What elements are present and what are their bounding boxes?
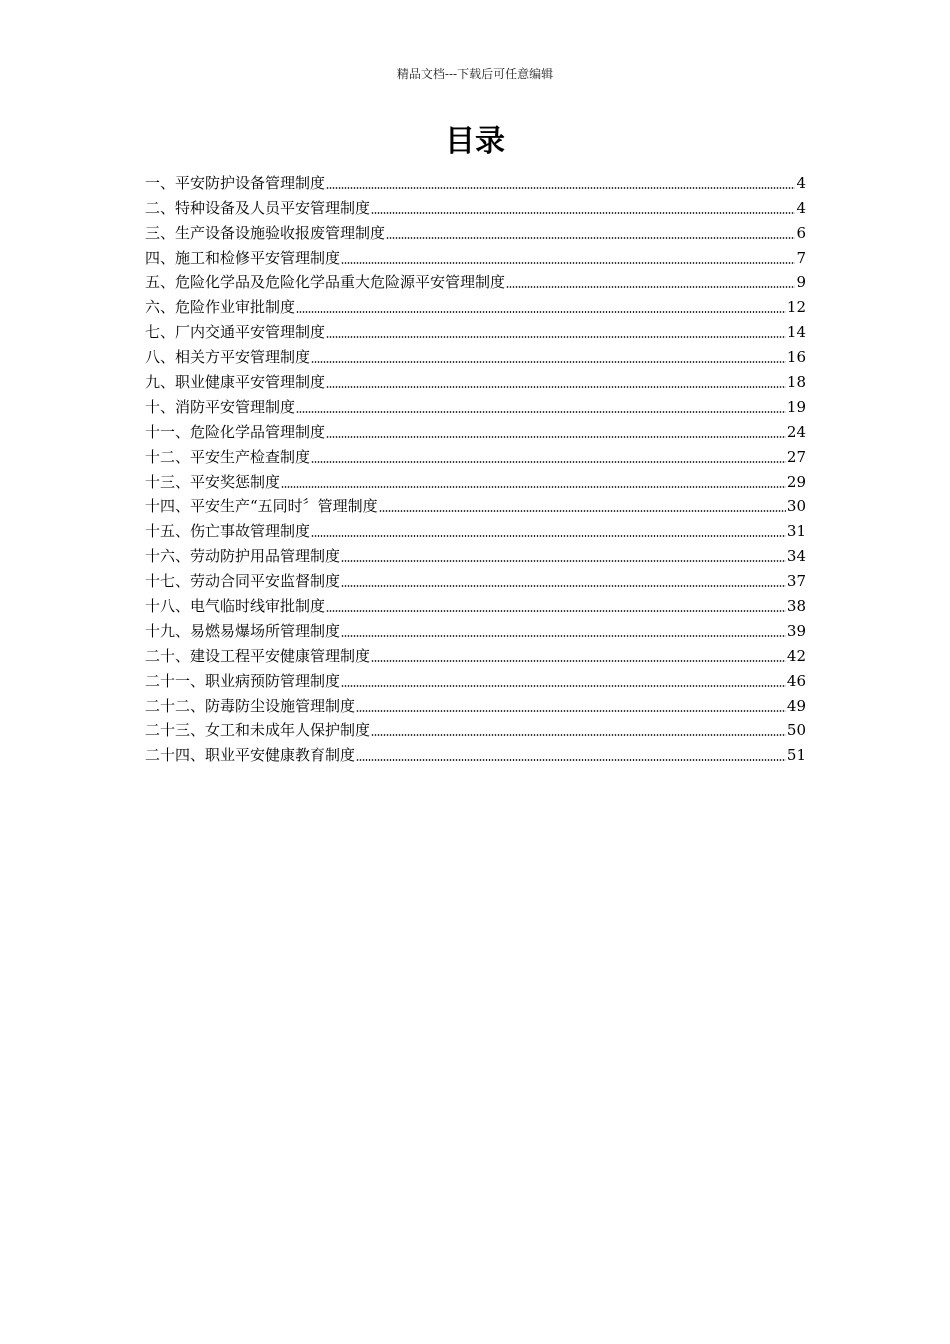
toc-entry-label: 三、生产设备设施验收报废管理制度 xyxy=(145,223,386,242)
toc-entry[interactable] xyxy=(145,541,806,566)
toc-entry-page-number: 27 xyxy=(786,447,806,466)
toc-entry-label: 四、施工和检修平安管理制度 xyxy=(145,248,341,267)
toc-entry-page-number: 16 xyxy=(786,348,806,367)
toc-entry-label: 八、相关方平安管理制度 xyxy=(145,348,311,367)
toc-dot-leader xyxy=(341,262,795,264)
toc-entry-page-number: 38 xyxy=(786,597,806,616)
toc-entry-page-number: 19 xyxy=(786,397,806,416)
toc-entry[interactable] xyxy=(145,168,806,193)
toc-entry-label: 十二、平安生产检查制度 xyxy=(145,447,311,466)
toc-entry-page-number: 49 xyxy=(786,696,806,715)
toc-dot-leader xyxy=(341,585,786,587)
toc-dot-leader xyxy=(326,436,786,438)
toc-dot-leader xyxy=(356,759,786,761)
toc-entry-label: 五、危险化学品及危险化学品重大危险源平安管理制度 xyxy=(145,273,506,292)
toc-dot-leader xyxy=(371,212,795,214)
toc-entry[interactable] xyxy=(145,442,806,467)
toc-entry-page-number: 4 xyxy=(796,198,806,217)
toc-entry[interactable] xyxy=(145,292,806,317)
toc-dot-leader xyxy=(379,510,786,512)
toc-entry-page-number: 7 xyxy=(796,248,806,267)
toc-entry[interactable] xyxy=(145,367,806,392)
toc-entry-label: 一、平安防护设备管理制度 xyxy=(145,173,326,192)
page-title: 目录 xyxy=(445,124,505,159)
toc-dot-leader xyxy=(371,660,786,662)
toc-entry-label: 二、特种设备及人员平安管理制度 xyxy=(145,198,371,217)
toc-entry[interactable] xyxy=(145,591,806,616)
toc-entry[interactable] xyxy=(145,467,806,492)
toc-dot-leader xyxy=(326,336,786,338)
toc-entry[interactable] xyxy=(145,392,806,417)
toc-dot-leader xyxy=(341,560,786,562)
toc-entry-page-number: 39 xyxy=(786,621,806,640)
toc-entry[interactable] xyxy=(145,516,806,541)
toc-dot-leader xyxy=(326,610,786,612)
toc-entry-page-number: 50 xyxy=(786,721,806,740)
toc-entry-page-number: 31 xyxy=(786,522,806,541)
toc-entry-label: 十八、电气临时线审批制度 xyxy=(145,597,326,616)
toc-entry-label: 十四、平安生产“五同时〞管理制度 xyxy=(145,497,378,516)
toc-entry-label: 十、消防平安管理制度 xyxy=(145,397,296,416)
toc-dot-leader xyxy=(311,461,786,463)
toc-entry-label: 十六、劳动防护用品管理制度 xyxy=(145,547,341,566)
toc-entry[interactable] xyxy=(145,193,806,218)
toc-entry-page-number: 24 xyxy=(786,422,806,441)
toc-entry[interactable] xyxy=(145,740,806,765)
toc-entry-label: 二十四、职业平安健康教育制度 xyxy=(145,746,356,765)
toc-entry-label: 十九、易燃易爆场所管理制度 xyxy=(145,621,341,640)
toc-dot-leader xyxy=(281,486,786,488)
toc-entry-page-number: 4 xyxy=(796,173,806,192)
toc-entry-label: 二十一、职业病预防管理制度 xyxy=(145,671,341,690)
toc-entry-page-number: 37 xyxy=(786,572,806,591)
toc-dot-leader xyxy=(296,411,786,413)
toc-dot-leader xyxy=(506,286,795,288)
toc-entry-page-number: 46 xyxy=(786,671,806,690)
table-of-contents xyxy=(145,168,806,765)
toc-dot-leader xyxy=(371,734,786,736)
toc-entry[interactable] xyxy=(145,666,806,691)
toc-entry-page-number: 42 xyxy=(786,646,806,665)
toc-entry-label: 二十、建设工程平安健康管理制度 xyxy=(145,646,371,665)
toc-dot-leader xyxy=(311,535,786,537)
toc-dot-leader xyxy=(386,237,795,239)
toc-dot-leader xyxy=(296,311,786,313)
toc-entry-page-number: 18 xyxy=(786,373,806,392)
toc-entry-label: 十七、劳动合同平安监督制度 xyxy=(145,572,341,591)
toc-entry-label: 十五、伤亡事故管理制度 xyxy=(145,522,311,541)
toc-entry-label: 七、厂内交通平安管理制度 xyxy=(145,323,326,342)
toc-entry-label: 九、职业健康平安管理制度 xyxy=(145,373,326,392)
toc-dot-leader xyxy=(326,386,786,388)
toc-entry[interactable] xyxy=(145,417,806,442)
toc-dot-leader xyxy=(311,361,786,363)
toc-entry-page-number: 34 xyxy=(786,547,806,566)
toc-entry-page-number: 9 xyxy=(796,273,806,292)
toc-entry-page-number: 51 xyxy=(786,746,806,765)
toc-entry[interactable] xyxy=(145,317,806,342)
header-note: 精品文档---下载后可任意编辑 xyxy=(396,67,554,81)
toc-entry[interactable] xyxy=(145,243,806,268)
toc-dot-leader xyxy=(356,710,786,712)
toc-entry-page-number: 30 xyxy=(786,497,806,516)
toc-entry-label: 二十二、防毒防尘设施管理制度 xyxy=(145,696,356,715)
toc-entry-label: 六、危险作业审批制度 xyxy=(145,298,296,317)
toc-entry[interactable] xyxy=(145,691,806,716)
toc-entry[interactable] xyxy=(145,218,806,243)
toc-entry[interactable] xyxy=(145,342,806,367)
toc-dot-leader xyxy=(341,685,786,687)
toc-entry-page-number: 29 xyxy=(786,472,806,491)
toc-dot-leader xyxy=(341,635,786,637)
toc-entry[interactable] xyxy=(145,492,806,517)
toc-entry-label: 十三、平安奖惩制度 xyxy=(145,472,281,491)
toc-entry-page-number: 12 xyxy=(786,298,806,317)
toc-entry[interactable] xyxy=(145,268,806,293)
toc-entry[interactable] xyxy=(145,641,806,666)
toc-dot-leader xyxy=(326,187,795,189)
toc-entry-page-number: 6 xyxy=(796,223,806,242)
toc-entry[interactable] xyxy=(145,566,806,591)
toc-entry-label: 十一、危险化学品管理制度 xyxy=(145,422,326,441)
toc-entry-label: 二十三、女工和未成年人保护制度 xyxy=(145,721,371,740)
toc-entry[interactable] xyxy=(145,616,806,641)
toc-entry[interactable] xyxy=(145,716,806,741)
toc-entry-page-number: 14 xyxy=(786,323,806,342)
